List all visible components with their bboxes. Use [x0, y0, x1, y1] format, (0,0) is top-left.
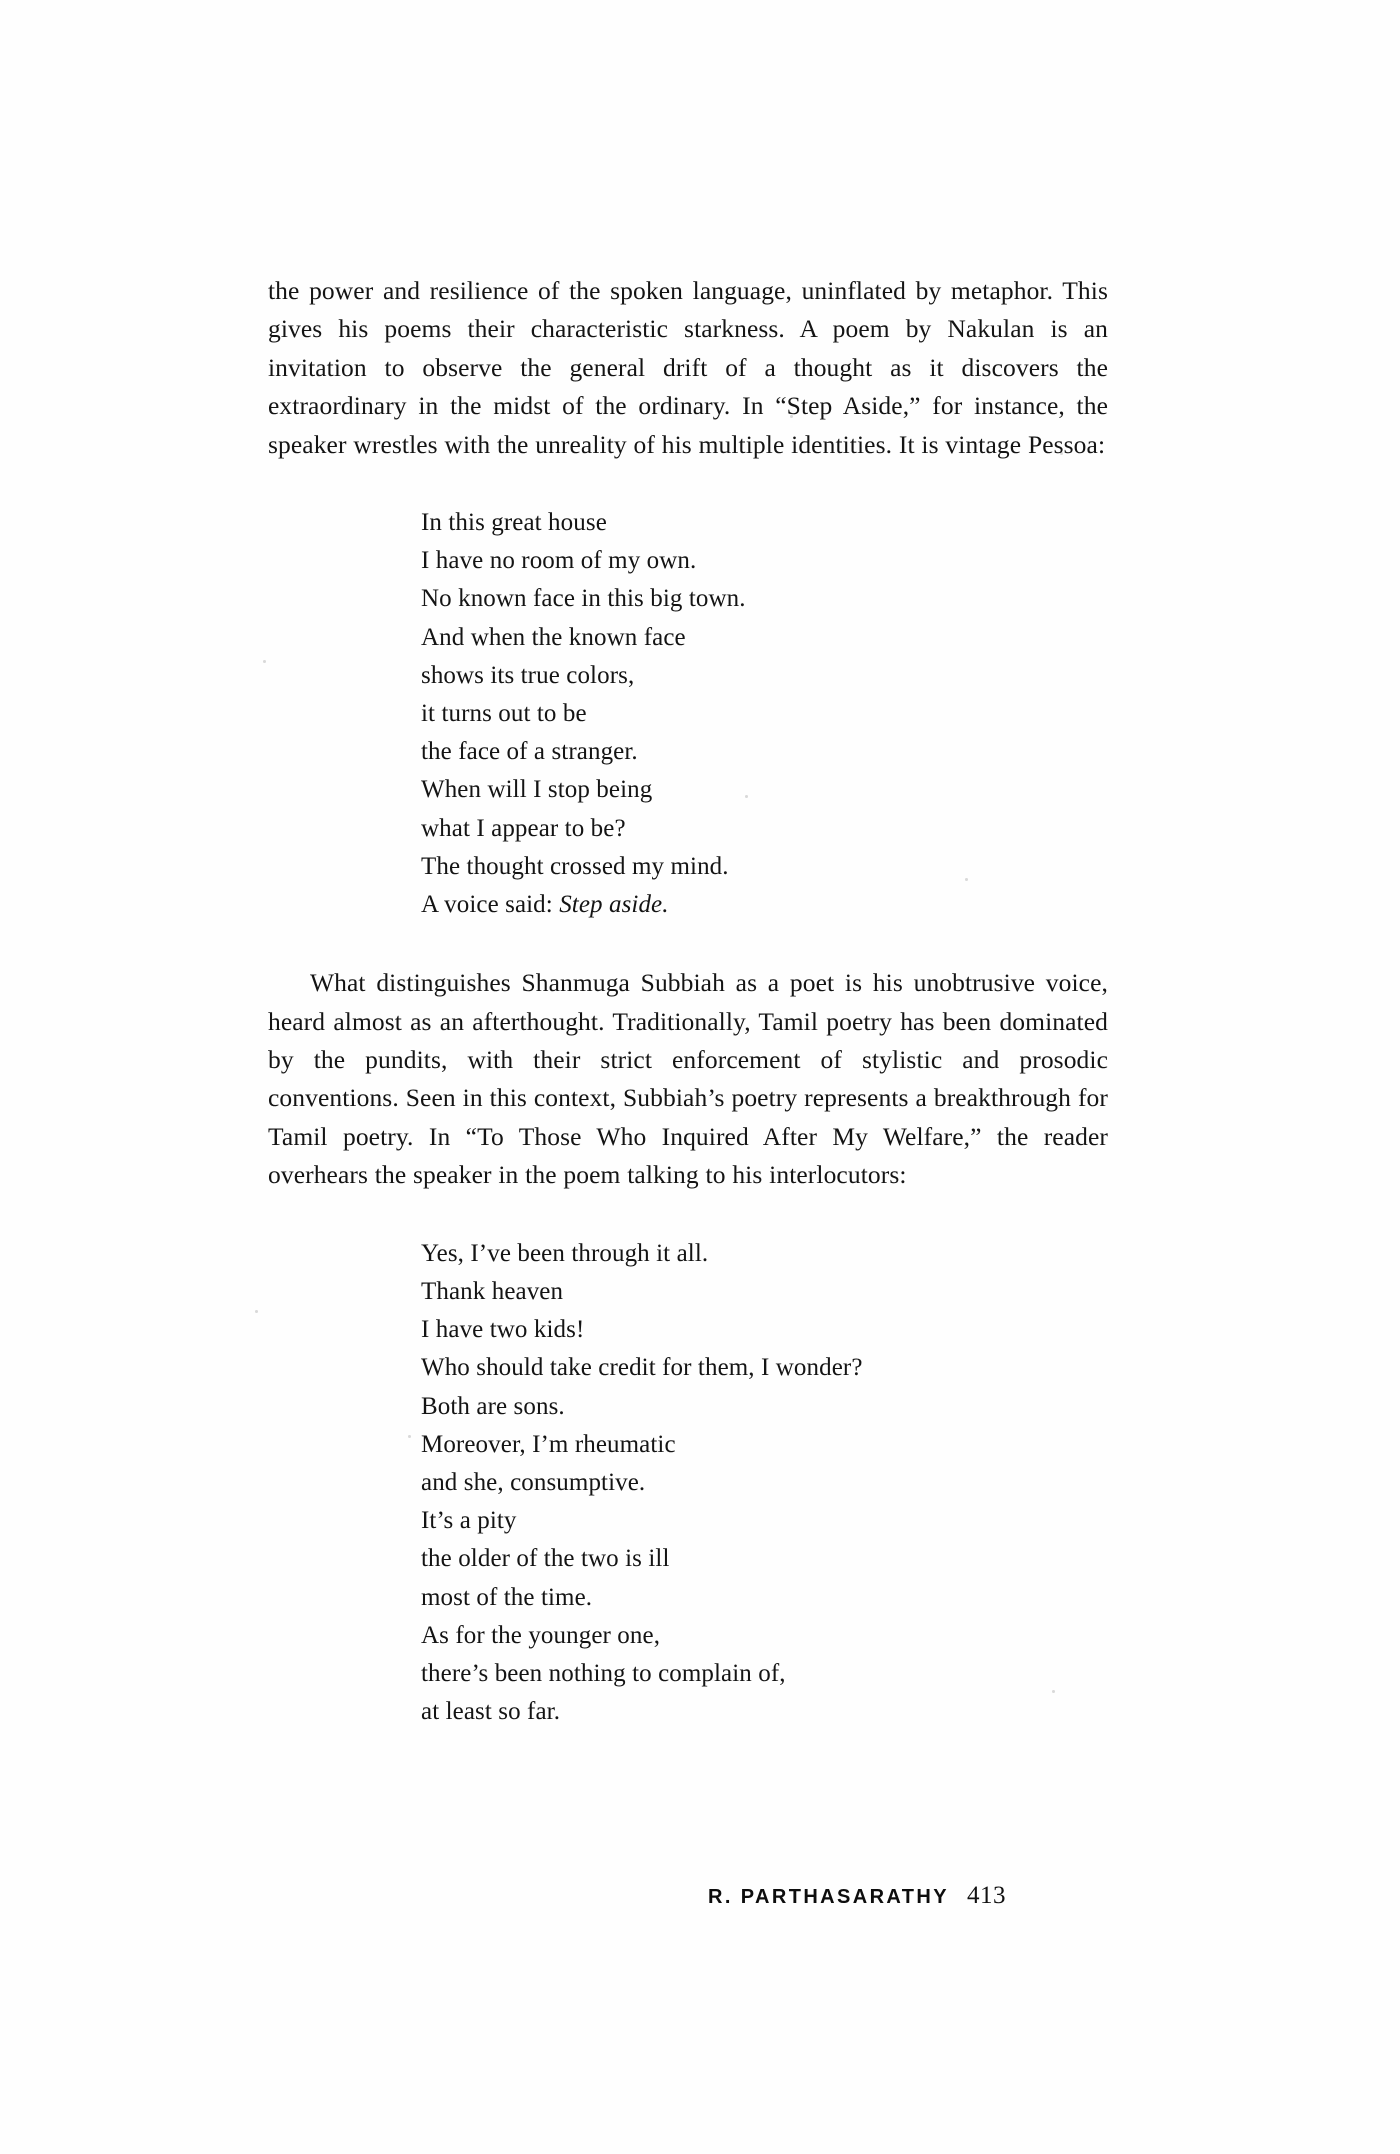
verse-line: most of the time. [421, 1583, 593, 1611]
spacer [268, 1195, 1108, 1235]
verse-line: what I appear to be? [421, 814, 626, 842]
verse-line-italic: Step aside. [559, 891, 669, 919]
verse-line: In this great house [421, 509, 607, 537]
verse-line: the older of the two is ill [421, 1545, 670, 1573]
verse-line: No known face in this big town. [421, 585, 746, 613]
verse-line: The thought crossed my mind. [421, 852, 729, 880]
verse-line: I have no room of my own. [421, 547, 697, 575]
verse-line: When will I stop being [421, 776, 653, 804]
running-footer [0, 1882, 1400, 1910]
verse-line: Moreover, I’m rheumatic [421, 1430, 676, 1458]
verse-line: Yes, I’ve been through it all. [421, 1239, 709, 1267]
verse-line: the face of a stranger. [421, 738, 638, 766]
verse-line: As for the younger one, [421, 1621, 661, 1649]
verse-block-step-aside [268, 504, 1108, 924]
verse-line: And when the known face [421, 623, 686, 651]
spacer [268, 924, 1108, 964]
footer-page-number: 413 [967, 1882, 1006, 1909]
text-column [268, 272, 1108, 1731]
footer-author: R. PARTHASARATHY [708, 1886, 949, 1908]
verse-line: at least so far. [421, 1698, 561, 1726]
footer-inner [708, 1882, 1006, 1910]
verse-line: shows its true colors, [421, 661, 635, 689]
verse-line: and she, consumptive. [421, 1468, 646, 1496]
verse-line-final [421, 886, 1108, 924]
verse-block-to-those-who-inquired [268, 1235, 1108, 1732]
verse-line: It’s a pity [421, 1507, 517, 1535]
paragraph-one: the power and resilience of the spoken language, uninflated by metaphor. This gives his poems their characteristic starkness. A poem by Nakulan is an invitation to observe the general drift of a thought as it discovers the extraordinary in the midst of the ordinary. In “Step Aside,” for instance, the speaker wrestles with the unreality of his multiple identities. It is vintage Pessoa: [268, 276, 1108, 459]
verse-line: Both are sons. [421, 1392, 565, 1420]
verse-line: Thank heaven [421, 1277, 564, 1305]
scan-speck [263, 660, 266, 663]
verse-line: it turns out to be [421, 700, 587, 728]
verse-line-prefix: A voice said: [421, 891, 560, 919]
verse-line: Who should take credit for them, I wonder? [421, 1354, 863, 1382]
paragraph-two: What distinguishes Shanmuga Subbiah as a poet is his unobtrusive voice, heard almost as an afterthought. Traditionally, Tamil poetry has been dominated by the pundits, with their strict enforcement of stylistic and prosodic conventions. Seen in this context, Subbiah’s poetry represents a breakthrough for Tamil poetry. In “To Those Who Inquired After My Welfare,” the reader overhears the speaker in the poem talking to his interlocutors: [268, 968, 1108, 1190]
scan-speck [255, 1310, 258, 1313]
verse-line: I have two kids! [421, 1316, 585, 1344]
spacer [268, 464, 1108, 504]
verse-line: there’s been nothing to complain of, [421, 1659, 786, 1687]
